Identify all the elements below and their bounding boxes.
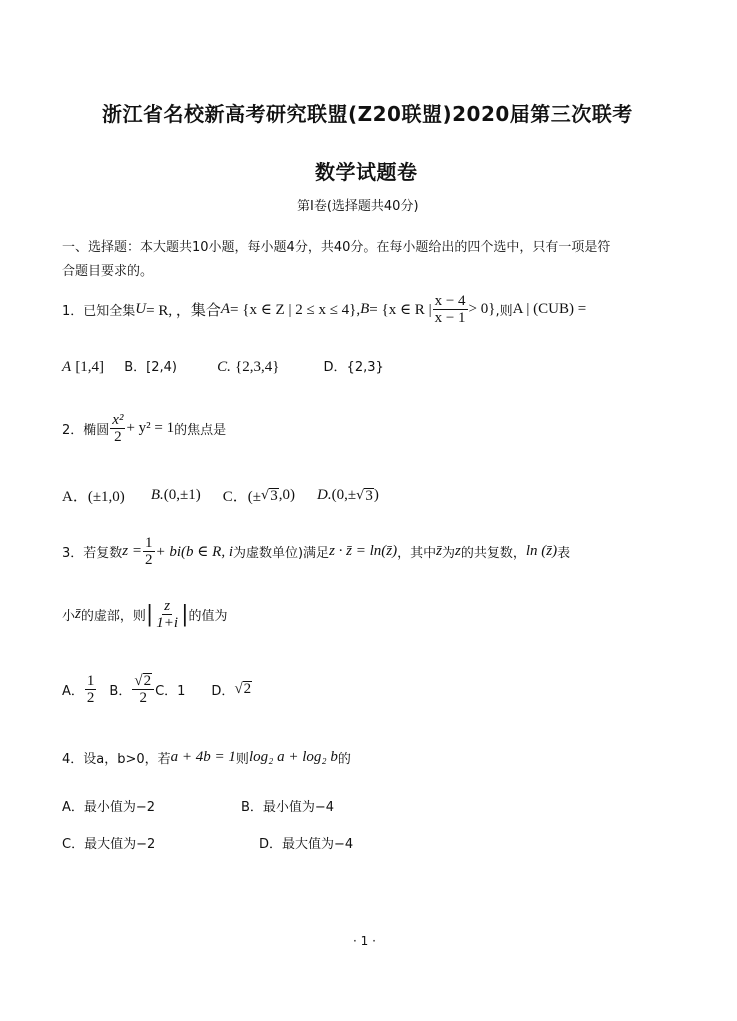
question-3 (62, 535, 570, 568)
option-a-label: A (62, 359, 72, 375)
radicand: 2 (143, 673, 152, 689)
math-subscript: U (548, 301, 559, 317)
option-c: {2,3,4} (235, 359, 280, 375)
option-a-label: A． (62, 684, 84, 699)
denominator: 1+i (156, 615, 179, 631)
radicand: 3 (365, 487, 373, 504)
option-d: (0,± (331, 487, 357, 503)
math: U (135, 301, 147, 317)
math: a + 4b = 1 (170, 749, 236, 765)
abs-bar-right: | (181, 602, 189, 627)
question-text: 设a，b>0，若 (83, 752, 171, 767)
question-text: 的 (337, 752, 351, 767)
exam-title: 浙江省名校新高考研究联盟(Z20联盟)2020届第三次联考 (102, 102, 633, 126)
question-text: ,则 (495, 304, 513, 319)
option-d: √2 (234, 681, 252, 697)
math: A | (C (512, 301, 549, 317)
option-a: A．最小值为−2 (62, 800, 156, 815)
denominator: 2 (86, 690, 95, 706)
question-2 (62, 412, 226, 445)
radicand: 2 (243, 681, 252, 697)
question-text: 小 (62, 609, 76, 624)
math: = {x ∈ R | (369, 302, 432, 318)
option-b-label: B． (109, 684, 132, 699)
question-text: 则 (235, 752, 249, 767)
option-c-end: ,0) (278, 487, 295, 503)
question-text: 的焦点是 (174, 423, 227, 438)
option-b-label: B. (150, 487, 164, 503)
instructions-line-2: 合题目要求的。 (62, 264, 154, 279)
section-heading: 第Ⅰ卷(选择题共40分) (297, 199, 419, 214)
question-text: 表 (557, 546, 571, 561)
question-1-options (62, 356, 384, 376)
option-b: B．[2,4) (124, 360, 177, 375)
fraction (433, 293, 468, 326)
question-text: 的值为 (188, 609, 228, 624)
question-4 (62, 748, 351, 767)
question-text: 已知全集 (83, 304, 136, 319)
question-number: 2． (62, 423, 84, 438)
math: + y² = 1 (126, 420, 175, 436)
question-text: 的虚部，则 (80, 609, 146, 624)
math: z = (122, 543, 143, 559)
denominator: x − 1 (434, 310, 466, 326)
question-text: 椭圆 (83, 423, 110, 438)
exam-subtitle: 数学试题卷 (315, 160, 418, 184)
math: z̄ (75, 606, 81, 622)
question-text: 若复数 (83, 546, 123, 561)
numerator: 1 (86, 673, 95, 689)
page-number: · 1 · (353, 934, 376, 948)
numerator: x² (112, 412, 124, 428)
math: + bi(b ∈ R, i (155, 544, 233, 560)
math: z (454, 543, 461, 559)
option-d-end: ) (373, 487, 379, 503)
option-a: [1,4] (75, 359, 105, 375)
option-c: C．最大值为−2 (62, 837, 156, 852)
question-text: 为虚数单位)满足 (232, 546, 330, 561)
question-2-options: A．(±1,0) B. (0,±1) C．(± √ 3 ,0) D. (0,± √ 3 ) (62, 487, 379, 505)
numerator: √2 (132, 673, 154, 690)
denominator: 2 (139, 690, 147, 706)
fraction (154, 598, 180, 631)
option-a: A．(±1,0) (62, 489, 125, 505)
math: ln (z̄) (525, 543, 558, 559)
math: A (220, 301, 231, 317)
question-1 (62, 293, 586, 326)
option-d-label: D． (211, 684, 235, 699)
abs-bar-left: | (145, 602, 154, 627)
instructions-line-1: 一、选择题：本大题共10小题，每小题4分，共40分。在每小题给出的四个选中，只有一项是符 (62, 240, 611, 255)
numerator: x − 4 (434, 293, 466, 309)
denominator: 2 (145, 552, 153, 568)
math: z̄ (436, 543, 442, 559)
question-number: 1． (62, 304, 84, 319)
fraction (143, 535, 155, 568)
math: z · z̄ = ln(z̄) (329, 543, 398, 559)
math: log₂ a + log₂ b (248, 749, 338, 765)
option-d: D．{2,3} (323, 360, 384, 375)
question-3-options (62, 673, 252, 706)
denominator: 2 (114, 429, 122, 445)
fraction (110, 412, 125, 445)
question-text: 的共复数， (460, 546, 526, 561)
question-number: 4． (62, 752, 84, 767)
radicand: 3 (270, 487, 278, 504)
question-text: ，其中 (397, 546, 437, 561)
option-b: B．最小值为−4 (241, 800, 335, 815)
math: B) = (558, 301, 587, 317)
option-c-label: C. (217, 359, 231, 375)
math: B (360, 301, 370, 317)
option-a-fraction (85, 673, 97, 706)
math: > 0} (468, 301, 496, 317)
numerator: z (164, 598, 171, 614)
question-text: 为 (441, 546, 455, 561)
question-3-line-2 (62, 598, 228, 631)
option-b-fraction (132, 673, 154, 706)
option-d-label: D. (317, 487, 332, 503)
option-c: C．1 (155, 684, 186, 699)
math: = {x ∈ Z | 2 ≤ x ≤ 4}, (230, 302, 361, 318)
option-b: (0,±1) (163, 487, 201, 503)
math: = R, ，集合 (146, 303, 221, 319)
option-d: D．最大值为−4 (259, 837, 354, 852)
numerator: 1 (145, 535, 153, 551)
question-number: 3． (62, 546, 84, 561)
option-c: C．(± (222, 489, 261, 505)
